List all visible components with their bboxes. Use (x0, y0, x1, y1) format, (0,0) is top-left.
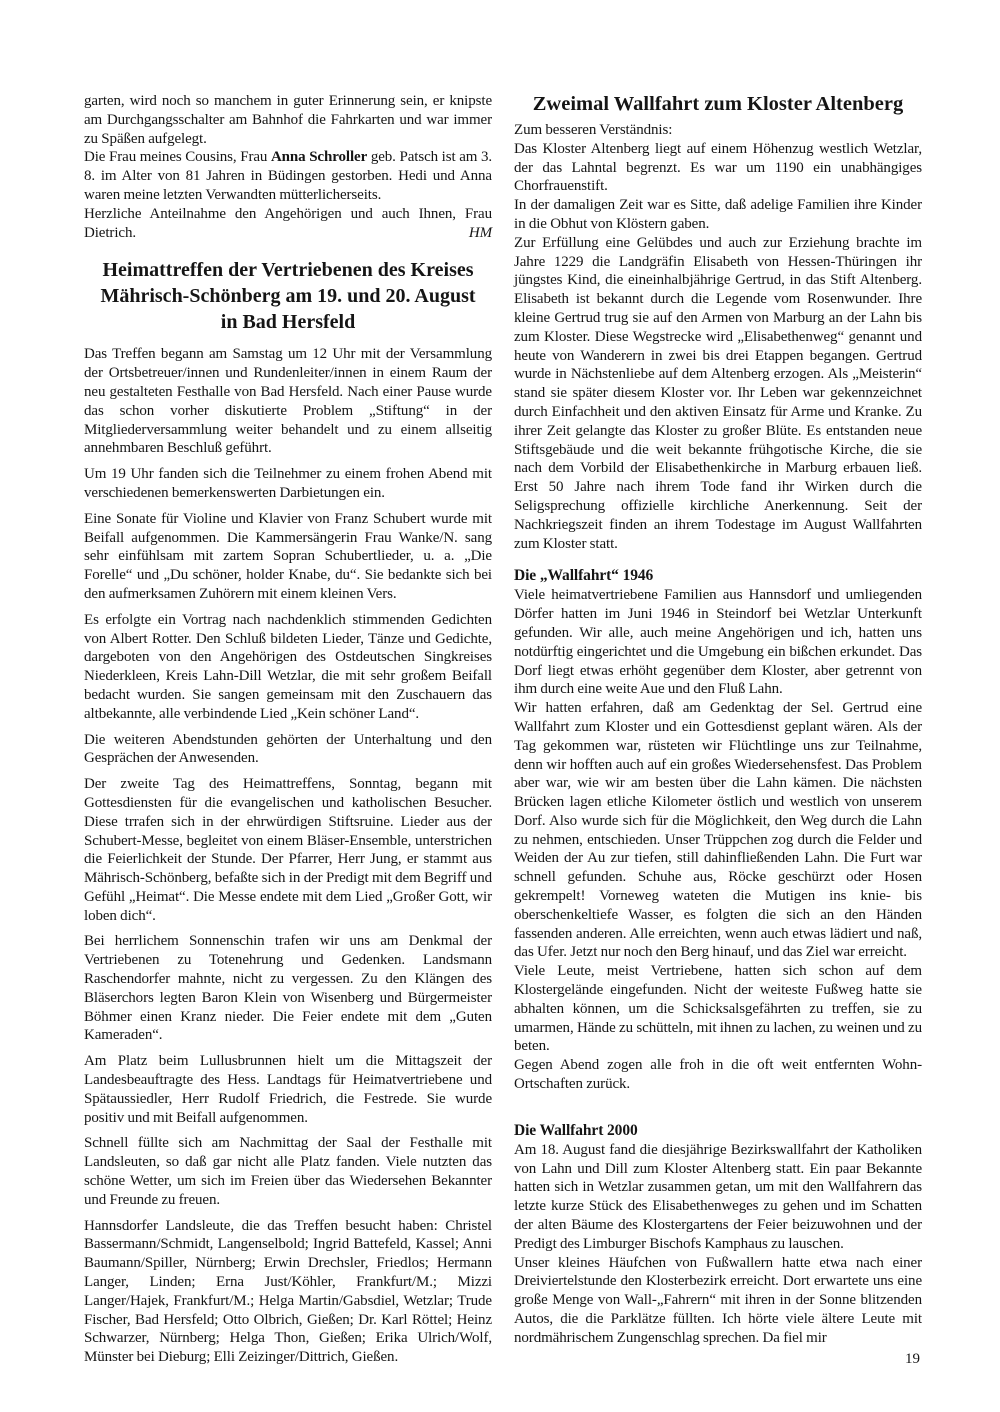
obituary-text: geb. Patsch ist am 3. 8. im Alter von 81 Jahren in Büdingen gestorben. Hedi und Anna waren meine letzten Verwandten mütterlicherseits. (84, 149, 493, 203)
article-title-line: Mährisch-Schönberg am 19. und 20. August (100, 285, 476, 308)
obituary-paragraph (84, 205, 492, 243)
section-heading: Die „Wallfahrt“ 1946 (514, 567, 654, 585)
paragraph: Am Platz beim Lullusbrunnen hielt um die Mittagszeit der Landesbeauftragte des Hess. Landtags für Heimatvertriebene und Spätaussiedler, Herr Rudolf Friedrich, die Festrede. Sie wurde positiv und mit Beifall aufgenommen. (84, 1053, 492, 1126)
article-title-line: in Bad Hersfeld (220, 311, 356, 334)
paragraph: Es erfolgte ein Vortrag nach nachdenklich stimmenden Gedichten von Albert Rotter. Den Schluß bildeten Lieder, Tänze und Gedichte, dargeboten von den Angehörigen des Ostdeutschen Singkreises Niederkleen, Kreis Lahn-Dill Wetzlar, die mit sehr großem Beifall bedacht wurden. Sie sangen gemeinsam mit den Zuschauern das altbekannte, alle verbindende Lied „Kein schöner Land“. (84, 611, 492, 722)
person-name: Anna Schroller (270, 149, 368, 166)
paragraph: Am 18. August fand die diesjährige Bezirkswallfahrt der Katholiken von Lahn und Dill zum Kloster Altenberg statt. Ein paar Bekannte hatten sich in Wetzlar zusammen getan, um mit den Wallfahrern das letzte kurze Stück des Elisabethenweges zu gehen und im Schatten der alten Bäume des Klostergartens der Feier beizuwohnen und der Predigt des Limburger Bischofs Kamphaus zu lauschen. (514, 1141, 922, 1252)
paragraph: Zum besseren Verständnis: (514, 122, 673, 138)
obituary-text: Herzliche Anteilnahme den Angehörigen und auch Ihnen, Frau Dietrich. (84, 205, 492, 241)
section-heading: Die Wallfahrt 2000 (514, 1121, 638, 1139)
paragraph: Der zweite Tag des Heimattreffens, Sonntag, begann mit Gottesdiensten für die evangelischen und katholischen Besucher. Diese trrafen sich in der ehrwürdigen Stiftsruine. Lieder aus der Schubert-Messe, begleitet von einem Bläser-Ensemble, unterstrichen die Feierlichkeit der Stunde. Der Pfarrer, Herr Jung, er stammt aus Mährisch-Schönberg, befaßte sich in der Predigt mit dem Begriff und Gefühl „Heimat“. Die Messe endete mit dem Lied „Großer Gott, wir loben dich“. (84, 776, 492, 924)
paragraph: Zur Erfüllung eine Gelübdes und auch zur Erziehung brachte im Jahre 1229 die Landgräfin Elisabeth von Hessen-Thüringen ihr jüngstes Kind, die eineinhalbjährige Gertrud, in das Stift Altenberg. Elisabeth ist bekannt durch die Legende vom Rosenwunder. Ihre kleine Gertrud trug sie auf den Armen von Marburg an der Lahn bis zum Kloster. Diese Wegstrecke wird „Elisabethenweg“ genannt und heute von Wanderern in zwei bis drei Etappen begangen. Gertrud wurde in Nächstenliebe auf dem Altenberg erzogen. Als „Meisterin“ stand sie später diesem Kloster vor. Ihr Leben war gekennzeichnet durch Einfachheit und den aktiven Einsatz für Arme und Kranke. Zu ihrer Zeit gelangte das Kloster zu großer Blüte. Es entstanden neue Stiftsgebäude und die weit bekannte frühgotische Kirche, die sie nach dem Vorbild der Elisabethenkirche in Marburg erbauen ließ. Erst 50 Jahre nach ihrem Tode fand ihr Wirken durch die Seligsprechung offizielle kirchliche Anerkennung. Seit der Nachkriegszeit finden an ihrem Todestage im August Wallfahrten zum Kloster statt. (514, 234, 922, 552)
paragraph: Um 19 Uhr fanden sich die Teilnehmer zu einem frohen Abend mit verschiedenen bemerkenswerten Darbietungen ein. (84, 466, 492, 501)
paragraph: Hannsdorfer Landsleute, die das Treffen besucht haben: Christel Bassermann/Schmidt, Langenselbold; Ingrid Battefeld, Kassel; Anni Baumann/Spiller, Nürnberg; Erwin Drechsler, Friedlos; Hermann Langer, Linden; Erna Just/Köhler, Frankfurt/M.; Mizzi Langer/Hajek, Frankfurt/M.; Helga Martin/Gabsdiel, Wetzlar; Trude Fischer, Bad Hersfeld; Otto Olbrich, Gießen; Dr. Karl Röttel; Heinz Schwarzer, Nürnberg; Helga Thon, Gießen; Erika Ulrich/Wolf, Münster bei Dieburg; Elli Zeizinger/Dittrich, Gießen. (84, 1217, 492, 1366)
left-column (84, 92, 492, 1374)
article-title-line: Heimattreffen der Vertriebenen des Kreises (102, 259, 474, 282)
paragraph: Bei herrlichem Sonnenschin trafen wir uns am Denkmal der Vertriebenen zu Totenehrung und Gedenken. Landsmann Raschendorfer mahnte, nicht zu vergessen. Zu den Klängen des Bläserchors legten Baron Klein von Wisenberg und Bürgermeister Böhmer einen Kranz nieder. Die Feier endete mit dem „Guten Kameraden“. (84, 933, 492, 1044)
paragraph: Die weiteren Abendstunden gehörten der Unterhaltung und den Gesprächen der Anwesenden. (84, 731, 492, 767)
paragraph: In der damaligen Zeit war es Sitte, daß adelige Familien ihre Kinder in die Obhut von Klöstern gaben. (514, 197, 922, 232)
paragraph: Eine Sonate für Violine und Klavier von Franz Schubert wurde mit Beifall aufgenommen. Die Kammersängerin Frau Wanke/N. sang sehr einfühlsam mit zartem Sopran Schubertlieder, u. a. „Die Forelle“ und „Du schöner, holder Knabe, du“. Sie bedankte sich bei den aufmerksamen Zuhörern mit einem kleinen Vers. (84, 510, 492, 602)
author-initials: HM (468, 224, 492, 241)
paragraph: Wir hatten erfahren, daß am Gedenktag der Sel. Gertrud eine Wallfahrt zum Kloster und ein Gottesdienst geplant wären. Als der Tag gekommen war, rüsteten wir Flüchtlinge uns zur Teilnahme, denn wir hofften auch auf ein großes Wiedersehensfest. Das Problem aber war, wie wir am besten über die Lahn kämen. Die nächsten Brücken lagen etliche Kilometer östlich und westlich von unserem Dorf. Also wurde sich für die Möglichkeit, den Weg durch die Lahn zu nehmen, entschieden. Unser Trüppchen zog durch die Felder und Weiden der Au zur tiefen, still dahinfließenden Lahn. Die Furt war schnell gefunden. Schuhe aus, Röcke geschürzt oder Hosen gekrempelt! Vorneweg wateten die Mutigen ins knie- bis oberschenkeltiefe Wasser, es folgten die sich an den Händen fassenden anderen. Alle erreichten, wenn auch etwas lädiert und naß, das Ufer. Jetzt nur noch den Berg hinauf, und das Ziel war erreicht. (514, 700, 922, 961)
paragraph: Gegen Abend zogen alle froh in die oft weit entfernten Wohn-Ortschaften zurück. (514, 1057, 922, 1093)
right-column (514, 92, 922, 1374)
obituary-paragraph (84, 148, 492, 204)
paragraph: Viele heimatvertriebene Familien aus Hannsdorf und umliegenden Dörfer hatten im Juni 1946 in Steindorf bei Wetzlar Unterkunft gefunden. Wir alle, auch meine Angehörigen und ich, hatten uns notdürftig eingerichtet und die Umgebung ein bißchen erkundet. Das Dorf liegt etwas erhöht gegenüber dem Kloster, aber getrennt von ihm durch eine weite Aue und den Fluß Lahn. (514, 587, 922, 698)
paragraph: Schnell füllte sich am Nachmittag der Saal der Festhalle mit Landsleuten, so daß gar nicht alle Platz fanden. Viele nutzten das schöne Wetter, um sich im Freien über das Wiedersehen Bekannter und Freunde zu freuen. (84, 1135, 492, 1208)
article-title (90, 257, 486, 335)
paragraph: Unser kleines Häufchen von Fußwallern hatte etwa nach einer Dreiviertelstunde den Klosterbezirk erreicht. Dort erwartete uns eine große Menge von Wall-„Fahrern“ mit ihren in der Sonne blitzenden Autos, die die Parklätze füllten. Ich hörte viele ältere Leute mit nordmährischem Zungenschlag sprechen. Da fiel mir (514, 1254, 922, 1346)
paragraph: Viele Leute, meist Vertriebene, hatten sich schon auf dem Klostergelände eingefunden. Nicht der weiteste Fußweg hatte sie abhalten können, um die Schicksalsgefährten zu treffen, sie zu umarmen, Hände zu schütteln, mit ihnen zu lachen, zu weinen und zu beten. (514, 963, 922, 1055)
page-number: 19 (905, 1351, 920, 1367)
obituary-text: Die Frau meines Cousins, Frau (84, 149, 271, 166)
paragraph: Das Treffen begann am Samstag um 12 Uhr mit der Versammlung der Ortsbetreuer/innen und Rundenleiter/innen in einem Raum der neu gestalteten Festhalle von Bad Hersfeld. Nach einer Pause wurde das schon vorher diskutierte Problem „Stiftung“ in der Mitgliederversammlung weiter behandelt und zu einem allseitig annehmbaren Beschluß geführt. (84, 346, 492, 457)
article-title: Zweimal Wallfahrt zum Kloster Altenberg (532, 93, 904, 115)
paragraph: Das Kloster Altenberg liegt auf einem Höhenzug westlich Wetzlar, der das Lahntal begrenzt. Es war um 1190 ein unabhängiges Chorfrauenstift. (514, 140, 922, 195)
obituary-paragraph: garten, wird noch so manchem in guter Erinnerung sein, er knipste am Durchgangsschalter am Bahnhof die Fahrkarten und war immer zu Späßen aufgelegt. (84, 93, 492, 147)
